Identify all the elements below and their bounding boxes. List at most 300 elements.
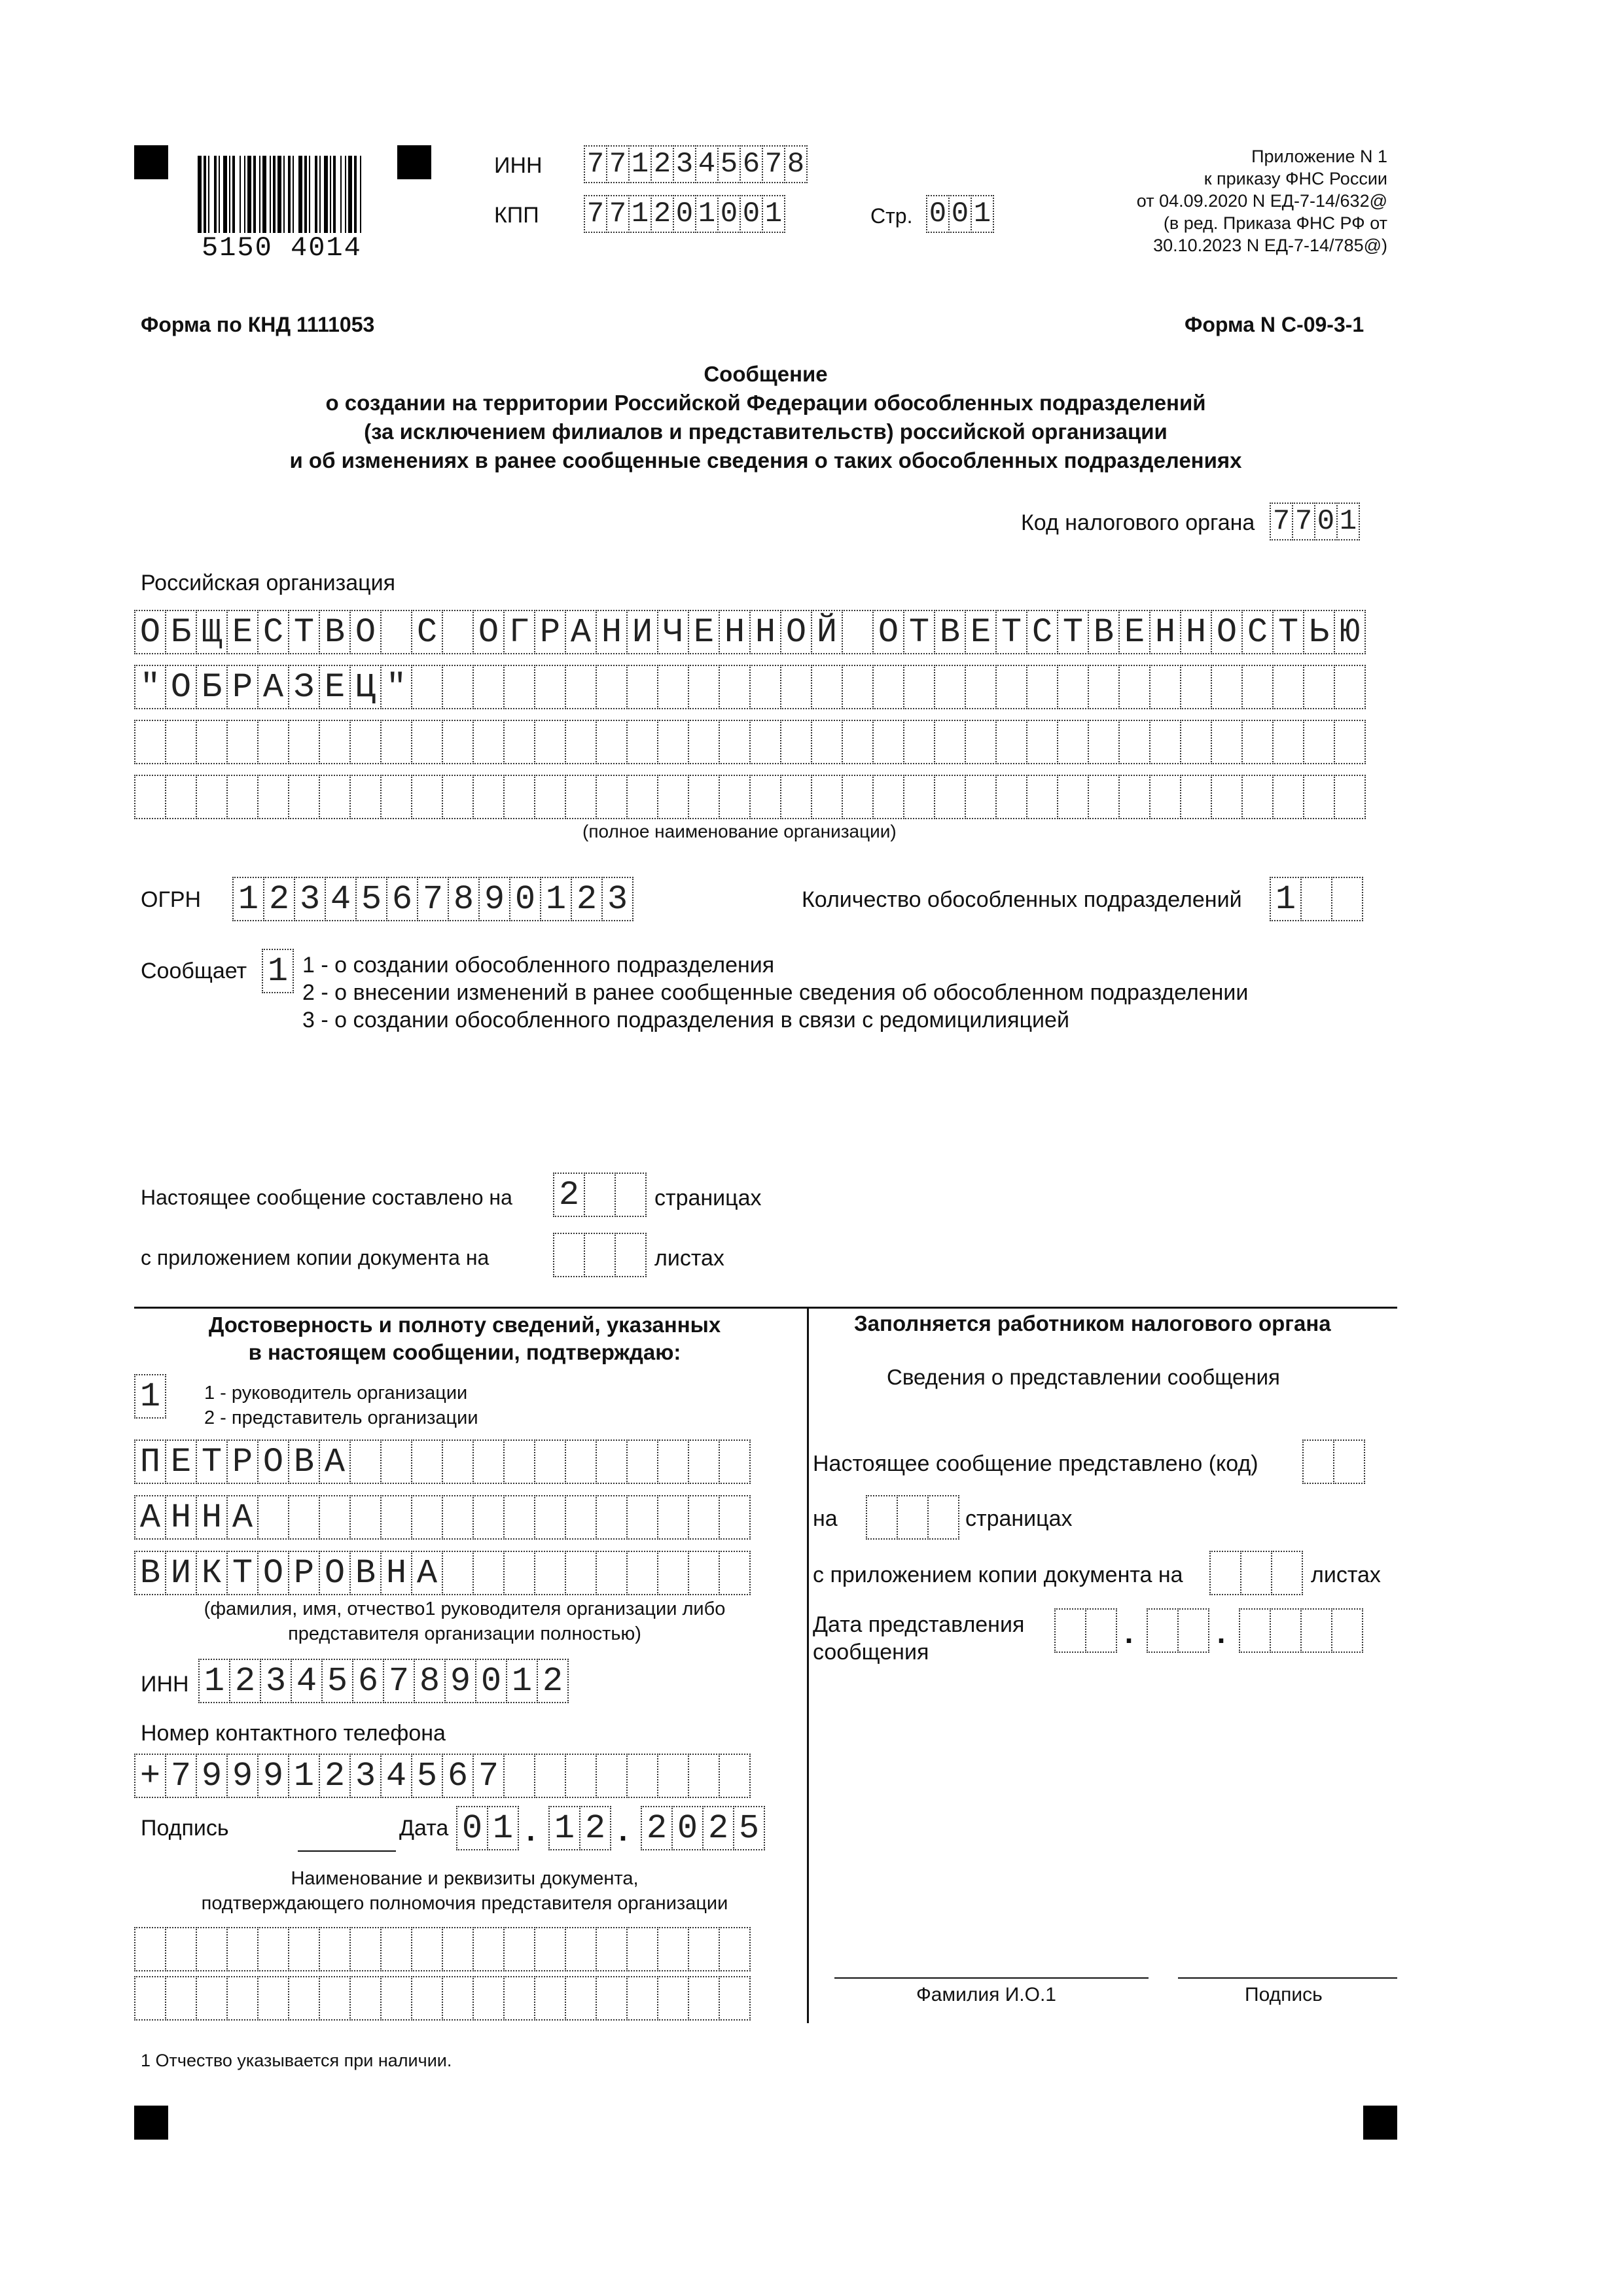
char-cell (596, 1439, 628, 1484)
char-cell (473, 665, 505, 709)
corner-marker-bottom-right (1363, 2106, 1397, 2140)
corner-marker-top-right (397, 145, 431, 179)
char-cell: 7 (762, 145, 785, 183)
char-cell (688, 1439, 720, 1484)
confirm-cells[interactable] (134, 1374, 166, 1419)
char-cell: 5 (717, 145, 741, 183)
inn-label: ИНН (494, 153, 543, 178)
person-inn-cells[interactable] (198, 1659, 569, 1703)
barcode-bar (273, 156, 276, 233)
org-name-row-1[interactable] (134, 610, 1366, 654)
char-cell (257, 1495, 289, 1540)
char-cell (288, 1495, 320, 1540)
org-name-row-3[interactable] (134, 720, 1366, 764)
char-cell: 2 (651, 195, 674, 233)
barcode-bar (283, 156, 285, 233)
char-cell: 1 (548, 1806, 580, 1850)
appendix-line-5: 30.10.2023 N ЕД-7-14/785@) (1153, 236, 1387, 255)
char-cell (226, 775, 259, 819)
char-cell: 6 (352, 1659, 384, 1703)
char-cell (584, 1233, 616, 1277)
char-cell (811, 775, 843, 819)
char-cell (565, 1927, 597, 1971)
date-year-cells[interactable] (641, 1806, 765, 1850)
char-cell: А (226, 1495, 259, 1540)
char-cell (442, 1551, 474, 1595)
char-cell (473, 1439, 505, 1484)
char-cell (657, 1495, 689, 1540)
char-cell: Р (288, 1551, 320, 1595)
report-label: Сообщает (141, 959, 247, 983)
char-cell (503, 1551, 535, 1595)
char-cell (442, 1976, 474, 2021)
tax-fio-line[interactable] (834, 1977, 1149, 1979)
char-cell (257, 1927, 289, 1971)
barcode-bar (204, 156, 206, 233)
char-cell: Е (319, 665, 351, 709)
tax-date-separator-2: . (1217, 1616, 1226, 1650)
char-cell: Т (226, 1551, 259, 1595)
date-separator-1: . (526, 1813, 535, 1847)
char-cell (134, 720, 166, 764)
char-cell (411, 1439, 443, 1484)
char-cell (1303, 720, 1335, 764)
char-cell: 1 (288, 1754, 320, 1798)
char-cell: 6 (386, 877, 418, 921)
char-cell (503, 1439, 535, 1484)
report-options (302, 951, 1248, 1034)
char-cell (1209, 1551, 1241, 1595)
char-cell: Р (226, 1439, 259, 1484)
tax-signature-line[interactable] (1178, 1977, 1397, 1979)
copies-cells[interactable] (553, 1233, 647, 1277)
char-cell (1026, 720, 1058, 764)
first-name-cells[interactable] (134, 1495, 751, 1540)
char-cell (657, 1976, 689, 2021)
char-cell (319, 1927, 351, 1971)
char-cell: О (349, 610, 382, 654)
char-cell (473, 1976, 505, 2021)
char-cell (288, 720, 320, 764)
barcode-bar (270, 156, 271, 233)
char-cell (749, 775, 781, 819)
char-cell (503, 775, 535, 819)
signature-line[interactable] (298, 1850, 396, 1852)
char-cell: 5 (411, 1754, 443, 1798)
phone-label: Номер контактного телефона (141, 1721, 446, 1746)
char-cell (1088, 775, 1120, 819)
barcode-bar (324, 156, 328, 233)
char-cell: О (257, 1551, 289, 1595)
char-cell: 7 (1270, 503, 1293, 540)
barcode-bar (223, 156, 227, 233)
char-cell (473, 775, 505, 819)
char-cell: К (196, 1551, 228, 1595)
char-cell (349, 1976, 382, 2021)
char-cell (534, 1495, 566, 1540)
char-cell (1118, 720, 1150, 764)
org-name-row-2[interactable] (134, 665, 1366, 709)
barcode-bar (345, 156, 346, 233)
char-cell: П (134, 1439, 166, 1484)
char-cell (534, 665, 566, 709)
page-cells[interactable] (926, 195, 994, 233)
char-cell: Р (534, 610, 566, 654)
char-cell (1211, 720, 1243, 764)
char-cell: О (872, 610, 904, 654)
char-cell (349, 1495, 382, 1540)
char-cell: 7 (165, 1754, 197, 1798)
char-cell (688, 775, 720, 819)
char-cell: Н (1180, 610, 1212, 654)
char-cell (565, 775, 597, 819)
char-cell (380, 720, 412, 764)
char-cell (257, 775, 289, 819)
char-cell (903, 720, 935, 764)
char-cell (719, 1551, 751, 1595)
pages-label: Настоящее сообщение составлено на (141, 1186, 512, 1209)
char-cell (534, 1927, 566, 1971)
char-cell (657, 1754, 689, 1798)
char-cell (842, 720, 874, 764)
fio-caption-line-2: представителя организации полностью) (288, 1623, 641, 1644)
char-cell (626, 720, 658, 764)
char-cell: Т (1057, 610, 1089, 654)
char-cell (503, 1976, 535, 2021)
char-cell (872, 775, 904, 819)
char-cell (903, 775, 935, 819)
char-cell (349, 775, 382, 819)
section-divider-vertical (807, 1307, 809, 2023)
char-cell: 1 (487, 1806, 519, 1850)
char-cell (319, 720, 351, 764)
org-name-row-4[interactable] (134, 775, 1366, 819)
char-cell (411, 775, 443, 819)
ogrn-cells[interactable] (232, 877, 633, 921)
tax-authority-cells[interactable] (1270, 503, 1360, 540)
char-cell: И (626, 610, 658, 654)
char-cell (1088, 720, 1120, 764)
char-cell (866, 1495, 898, 1540)
char-cell: Т (995, 610, 1027, 654)
char-cell (749, 720, 781, 764)
char-cell (657, 1927, 689, 1971)
char-cell: В (1088, 610, 1120, 654)
char-cell (1333, 1439, 1365, 1484)
char-cell: 7 (417, 877, 449, 921)
char-cell (780, 665, 812, 709)
char-cell (1180, 720, 1212, 764)
tax-date-day-cells[interactable] (1054, 1608, 1117, 1653)
char-cell (503, 665, 535, 709)
char-cell (1118, 775, 1150, 819)
char-cell (615, 1233, 647, 1277)
char-cell: 0 (671, 1806, 704, 1850)
char-cell (1057, 775, 1089, 819)
char-cell (688, 665, 720, 709)
char-cell (380, 610, 412, 654)
tax-date-separator-1: . (1124, 1616, 1133, 1650)
char-cell: Н (1149, 610, 1181, 654)
confirm-heading-line-1: Достоверность и полноту сведений, указанных (208, 1313, 721, 1337)
char-cell: 4 (291, 1659, 323, 1703)
char-cell: 7 (584, 195, 607, 233)
char-cell: 1 (628, 145, 652, 183)
char-cell (1272, 665, 1304, 709)
phone-cells[interactable] (134, 1754, 751, 1798)
char-cell (411, 1927, 443, 1971)
signature-label: Подпись (141, 1816, 229, 1841)
char-cell (226, 1927, 259, 1971)
char-cell (688, 1754, 720, 1798)
title-line-4: и об изменениях в ранее сообщенные сведения о таких обособленных подразделениях (289, 448, 1242, 472)
char-cell (688, 1976, 720, 2021)
barcode (195, 156, 365, 234)
char-cell (534, 775, 566, 819)
char-cell: 9 (444, 1659, 476, 1703)
char-cell (1239, 1608, 1271, 1653)
divisions-cells[interactable] (1270, 877, 1363, 921)
barcode-bar (214, 156, 217, 233)
char-cell: А (257, 665, 289, 709)
char-cell (442, 665, 474, 709)
barcode-bar (340, 156, 342, 233)
barcode-bar (229, 156, 230, 233)
char-cell: Ю (1334, 610, 1366, 654)
char-cell: 3 (673, 145, 696, 183)
barcode-bar (309, 156, 310, 233)
char-cell (349, 720, 382, 764)
char-cell (927, 1495, 959, 1540)
tax-pages-unit: страницах (965, 1506, 1073, 1531)
tax-copies-label: с приложением копии документа на (813, 1563, 1183, 1587)
date-day-cells[interactable] (456, 1806, 519, 1850)
barcode-bar (315, 156, 317, 233)
char-cell: 2 (641, 1806, 673, 1850)
char-cell: В (134, 1551, 166, 1595)
char-cell (565, 1495, 597, 1540)
char-cell (1180, 775, 1212, 819)
char-cell (411, 720, 443, 764)
barcode-bar (247, 156, 251, 233)
barcode-bar (288, 156, 291, 233)
char-cell (442, 720, 474, 764)
char-cell (411, 665, 443, 709)
char-cell: 0 (740, 195, 763, 233)
char-cell: 9 (226, 1754, 259, 1798)
char-cell (380, 1439, 412, 1484)
doc-caption-line-2: подтверждающего полномочия представителя организации (201, 1893, 728, 1914)
char-cell (719, 665, 751, 709)
pages-unit: страницах (654, 1186, 762, 1210)
char-cell: Н (596, 610, 628, 654)
char-cell (596, 1976, 628, 2021)
char-cell (196, 775, 228, 819)
char-cell: 0 (456, 1806, 488, 1850)
char-cell: 3 (260, 1659, 292, 1703)
char-cell (1180, 665, 1212, 709)
char-cell (1026, 665, 1058, 709)
char-cell (503, 1495, 535, 1540)
char-cell: Е (165, 1439, 197, 1484)
char-cell (1057, 665, 1089, 709)
barcode-bar (219, 156, 220, 233)
char-cell (380, 1927, 412, 1971)
surname-cells[interactable] (134, 1439, 751, 1484)
submitted-code-cells[interactable] (1302, 1439, 1365, 1484)
char-cell (1241, 720, 1274, 764)
char-cell (319, 775, 351, 819)
person-inn-label: ИНН (141, 1672, 189, 1697)
char-cell (473, 720, 505, 764)
char-cell: 1 (971, 195, 994, 233)
char-cell (1272, 775, 1304, 819)
char-cell (1211, 775, 1243, 819)
char-cell (1300, 1608, 1332, 1653)
char-cell (1334, 720, 1366, 764)
report-option-3: 3 - о создании обособленного подразделения в связи с редомицилияцией (302, 1008, 1069, 1033)
char-cell: 1 (1336, 503, 1360, 540)
char-cell (257, 1976, 289, 2021)
char-cell: 9 (478, 877, 510, 921)
report-option-1: 1 - о создании обособленного подразделения (302, 953, 775, 978)
char-cell (719, 1976, 751, 2021)
doc-row-1[interactable] (134, 1927, 751, 1971)
char-cell: 0 (717, 195, 741, 233)
char-cell (596, 665, 628, 709)
char-cell (626, 665, 658, 709)
char-cell (811, 720, 843, 764)
tax-office-heading: Заполняется работником налогового органа (854, 1311, 1331, 1335)
char-cell: 3 (294, 877, 326, 921)
char-cell (134, 1927, 166, 1971)
char-cell: И (165, 1551, 197, 1595)
char-cell (596, 720, 628, 764)
char-cell (872, 720, 904, 764)
char-cell (719, 1495, 751, 1540)
char-cell (626, 1976, 658, 2021)
char-cell: 2 (319, 1754, 351, 1798)
date-month-cells[interactable] (548, 1806, 611, 1850)
char-cell: 2 (651, 145, 674, 183)
char-cell (1177, 1608, 1209, 1653)
doc-row-2[interactable] (134, 1976, 751, 2021)
char-cell (196, 720, 228, 764)
char-cell (1149, 665, 1181, 709)
char-cell (1241, 775, 1274, 819)
tax-date-label-line-2: сообщения (813, 1640, 929, 1665)
tax-pages-cells[interactable] (866, 1495, 959, 1540)
char-cell (626, 1551, 658, 1595)
char-cell: 1 (628, 195, 652, 233)
char-cell (872, 665, 904, 709)
barcode-bar (348, 156, 352, 233)
char-cell: 0 (926, 195, 950, 233)
barcode-bar (208, 156, 209, 233)
char-cell (442, 1439, 474, 1484)
kpp-cells[interactable] (584, 195, 785, 233)
char-cell (1302, 1439, 1334, 1484)
char-cell (380, 1495, 412, 1540)
appendix-line-3: от 04.09.2020 N ЕД-7-14/632@ (1136, 191, 1387, 211)
barcode-bar (298, 156, 302, 233)
char-cell (1085, 1608, 1117, 1653)
char-cell: Т (288, 610, 320, 654)
char-cell: Н (380, 1551, 412, 1595)
char-cell: 7 (606, 195, 630, 233)
char-cell (965, 720, 997, 764)
char-cell (1240, 1551, 1272, 1595)
tax-date-month-cells[interactable] (1147, 1608, 1209, 1653)
tax-authority-label: Код налогового органа (1021, 510, 1255, 535)
char-cell: 2 (702, 1806, 734, 1850)
section-divider-horizontal (134, 1307, 1397, 1309)
char-cell (995, 720, 1027, 764)
tax-copies-cells[interactable] (1209, 1551, 1303, 1595)
char-cell (596, 775, 628, 819)
confirm-option-2: 2 - представитель организации (204, 1407, 478, 1428)
char-cell: 1 (762, 195, 785, 233)
char-cell: 1 (262, 949, 294, 993)
char-cell (165, 1976, 197, 2021)
char-cell: 5 (733, 1806, 765, 1850)
char-cell: 1 (198, 1659, 230, 1703)
char-cell: 5 (321, 1659, 353, 1703)
report-cells[interactable] (262, 949, 294, 993)
confirm-heading (134, 1311, 795, 1366)
inn-cells[interactable] (584, 145, 808, 183)
char-cell (842, 665, 874, 709)
char-cell: 7 (473, 1754, 505, 1798)
char-cell: Щ (196, 610, 228, 654)
char-cell (565, 1439, 597, 1484)
barcode-bar (330, 156, 331, 233)
char-cell (534, 720, 566, 764)
char-cell: 8 (784, 145, 808, 183)
char-cell (897, 1495, 929, 1540)
char-cell (719, 1927, 751, 1971)
char-cell (380, 1976, 412, 2021)
char-cell: 0 (475, 1659, 507, 1703)
barcode-bar (259, 156, 260, 233)
barcode-bar (360, 156, 361, 233)
char-cell (934, 720, 966, 764)
pages-cells[interactable] (553, 1173, 647, 1217)
char-cell: 1 (134, 1374, 166, 1419)
char-cell: Т (903, 610, 935, 654)
char-cell (288, 1976, 320, 2021)
char-cell: В (319, 610, 351, 654)
char-cell (626, 1927, 658, 1971)
char-cell (534, 1551, 566, 1595)
char-cell: 1 (540, 877, 572, 921)
char-cell (688, 1927, 720, 1971)
form-title (134, 360, 1397, 475)
char-cell (596, 1927, 628, 1971)
char-cell (1271, 1551, 1303, 1595)
char-cell: + (134, 1754, 166, 1798)
barcode-digits: 5150 4014 (202, 232, 362, 264)
char-cell (688, 1551, 720, 1595)
char-cell (719, 1754, 751, 1798)
confirm-options (204, 1381, 478, 1430)
char-cell: 6 (740, 145, 763, 183)
patronymic-cells[interactable] (134, 1551, 751, 1595)
char-cell (1331, 1608, 1363, 1653)
char-cell (780, 720, 812, 764)
tax-date-year-cells[interactable] (1239, 1608, 1363, 1653)
char-cell: 2 (537, 1659, 569, 1703)
